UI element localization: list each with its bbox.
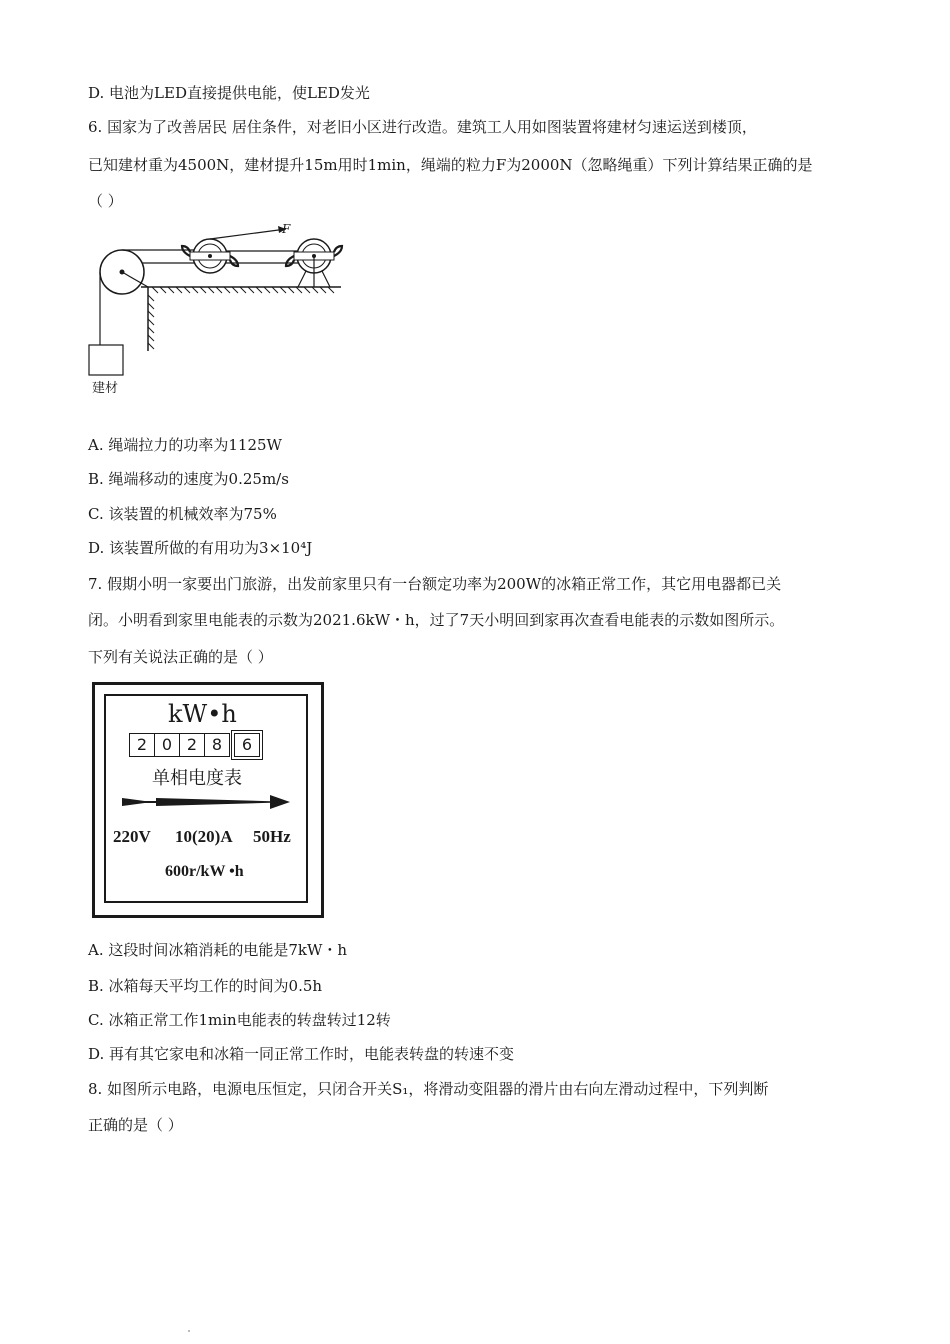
meter-digit-decimal: 6 xyxy=(234,733,260,757)
load-label: 建材 xyxy=(92,381,119,396)
q7-stem-line2: 闭。小明看到家里电能表的示数为2021.6kW・h，过了7天小明回到家再次查看电能表的示数如图所示。 xyxy=(88,611,785,629)
meter-digit: 0 xyxy=(154,733,180,757)
meter-arrow-icon xyxy=(120,792,294,812)
q8-stem-line2: 正确的是（ ） xyxy=(88,1116,183,1134)
q5-option-d: D. 电池为LED直接提供电能，使LED发光 xyxy=(88,84,370,102)
q6-option-c: C. 该装置的机械效率为75% xyxy=(88,505,277,523)
meter-constant: 600r/kW •h xyxy=(165,863,244,880)
q6-stem-line2: 已知建材重为4500N，建材提升15m用时1min，绳端的粒力F为2000N（忽略绳重）下列计算结果正确的是 xyxy=(88,156,813,174)
meter-digit: 8 xyxy=(204,733,230,757)
q8-stem-line1: 8. 如图所示电路，电源电压恒定，只闭合开关S₁，将滑动变阻器的滑片由右向左滑动过程中，下列判断 xyxy=(88,1080,769,1098)
q7-stem-line1: 7. 假期小明一家要出门旅游，出发前家里只有一台额定功率为200W的冰箱正常工作，其它用电器都已关 xyxy=(88,575,782,593)
q6-option-b: B. 绳端移动的速度为0.25m/s xyxy=(88,470,289,488)
meter-digit: 2 xyxy=(179,733,205,757)
page-footer-mark xyxy=(188,1330,190,1332)
meter-voltage: 220V xyxy=(113,827,151,846)
q7-stem-line3: 下列有关说法正确的是（ ） xyxy=(88,648,273,666)
pulley-figure xyxy=(86,215,356,400)
q6-option-a: A. 绳端拉力的功率为1125W xyxy=(88,436,282,454)
q7-option-d: D. 再有其它家电和冰箱一同正常工作时，电能表转盘的转速不变 xyxy=(88,1045,515,1063)
q7-option-a: A. 这段时间冰箱消耗的电能是7kW・h xyxy=(88,941,348,959)
q7-option-b: B. 冰箱每天平均工作的时间为0.5h xyxy=(88,977,323,995)
q6-stem-line3: （ ） xyxy=(88,192,123,210)
q6-stem-line1: 6. 国家为了改善居民 居住条件，对老旧小区进行改造。建筑工人用如图装置将建材匀速运送到楼顶， xyxy=(88,118,757,136)
force-label: F xyxy=(282,222,291,236)
meter-current: 10(20)A xyxy=(175,827,233,846)
meter-unit: kW•h xyxy=(168,700,237,728)
q6-option-d: D. 该装置所做的有用功为3×10⁴J xyxy=(88,539,313,557)
meter-digits xyxy=(130,733,260,757)
meter-name: 单相电度表 xyxy=(152,768,242,789)
meter-digit: 2 xyxy=(129,733,155,757)
q7-option-c: C. 冰箱正常工作1min电能表的转盘转过12转 xyxy=(88,1011,391,1029)
meter-frequency: 50Hz xyxy=(253,827,291,846)
